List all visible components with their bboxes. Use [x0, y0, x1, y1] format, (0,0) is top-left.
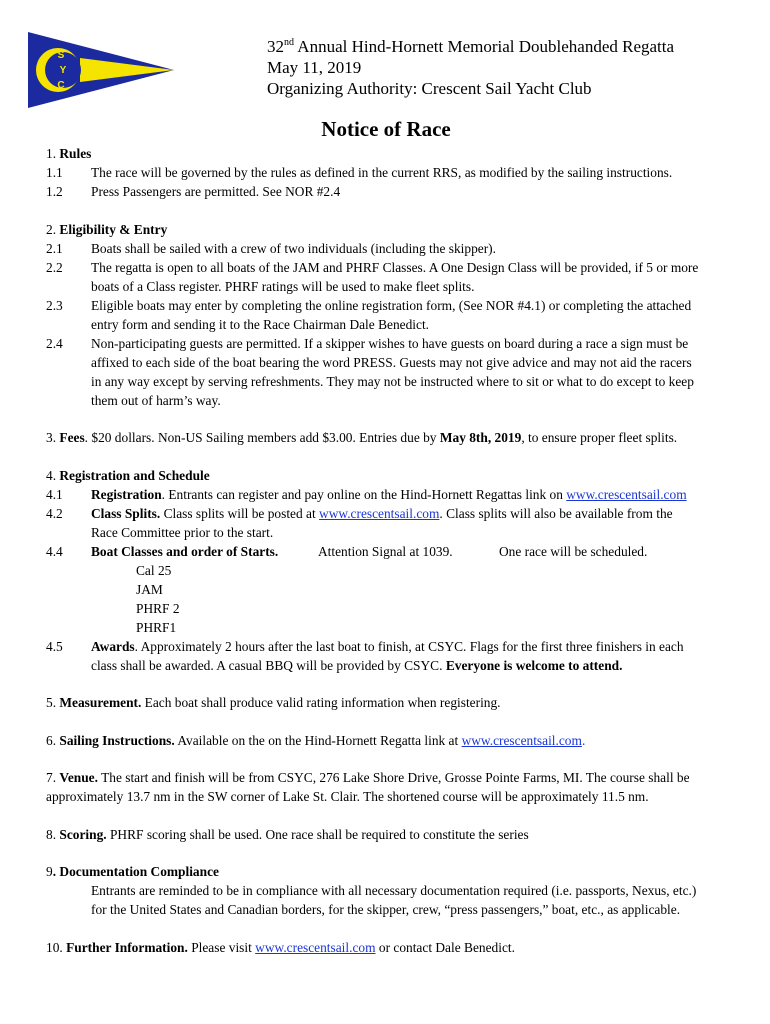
item-4-5: 4.5 Awards. Approximately 2 hours after the last boat to finish, at CSYC. Flags for the first three finishers in each class shall be awarded. A casual BBQ will be provided by CSYC. Everyone is welcome to attend. [46, 638, 684, 673]
logo-letter-s: S [57, 50, 65, 61]
class-phrf-2: PHRF 2 [136, 600, 180, 616]
club-burgee-logo [28, 32, 174, 108]
item-1-2: 1.2 Press Passengers are permitted. See NOR #2.4 [46, 184, 341, 199]
section-10-further-info: 10. Further Information. Please visit www.crescentsail.com or contact Dale Benedict. [46, 939, 515, 955]
item-2-4: 2.4 Non-participating guests are permitted. If a skipper wishes to have guests on board during a race a sign must be affixed to each side of the boat bearing the word PRESS. Guests may not give advice and may not aid the racers in any way except by serving refreshments. They may not be instructed where to sit or what to do except to keep them out of harm’s way. [46, 335, 694, 408]
regatta-date: May 11, 2019 [267, 58, 362, 77]
item-1-1: 1.1 The race will be governed by the rules as defined in the current RRS, as modified by the sailing instructions. [46, 165, 673, 180]
document-title: Notice of Race [321, 117, 451, 141]
crescentsail-link-4-2[interactable]: www.crescentsail.com [319, 505, 440, 521]
item-2-1: 2.1 Boats shall be sailed with a crew of two individuals (including the skipper). [46, 240, 496, 256]
class-jam: JAM [136, 581, 163, 597]
item-4-4: 4.4 Boat Classes and order of Starts. Attention Signal at 1039. One race will be scheduled. [46, 543, 648, 559]
section-1-heading: 1. Rules [46, 146, 92, 161]
document-header [267, 36, 674, 99]
crescentsail-link-6[interactable]: www.crescentsail.com [461, 732, 582, 748]
item-2-3: 2.3 Eligible boats may enter by completing the online registration form, (See NOR #4.1) or completing the attached entry form and sending it to the Race Chairman Dale Benedict. [46, 297, 692, 332]
item-4-1: 4.1 Registration. Entrants can register and pay online on the Hind-Hornett Regattas link on www.crescentsail.com [46, 486, 687, 502]
section-5-measurement: 5. Measurement. Each boat shall produce valid rating information when registering. [46, 695, 501, 710]
section-6-sailing-instructions: 6. Sailing Instructions. Available on the on the Hind-Hornett Regatta link at www.crescentsail.com. [46, 732, 586, 748]
section-7-venue-cont: approximately 13.7 nm in the SW corner of Lake St. Clair. The shortened course will be approximately 11.5 nm. [46, 789, 649, 804]
organizing-authority: Organizing Authority: Crescent Sail Yacht Club [267, 79, 592, 98]
section-3-fees: 3. Fees. $20 dollars. Non-US Sailing members add $3.00. Entries due by May 8th, 2019, to ensure proper fleet splits. [46, 430, 678, 445]
document-body [46, 144, 736, 957]
section-9-heading: 9. Documentation Compliance [46, 864, 219, 879]
section-4-heading: 4. Registration and Schedule [46, 467, 210, 483]
section-9-text-1: Entrants are reminded to be in compliance with all necessary documentation required (i.e. passports, Nexus, etc.) [91, 883, 697, 898]
section-8-scoring: 8. Scoring. PHRF scoring shall be used. One race shall be required to constitute the series [46, 826, 529, 842]
section-7-venue: 7. Venue. The start and finish will be from CSYC, 276 Lake Shore Drive, Grosse Pointe Farms, MI. The course shall be [46, 770, 690, 785]
logo-letter-c: C [57, 80, 65, 91]
section-2-heading: 2. Eligibility & Entry [46, 221, 168, 237]
section-9-text-2: for the United States and Canadian borders, for the skipper, crew, “press passengers,” boat, etc., as applicable. [91, 902, 681, 917]
item-4-2: 4.2 Class Splits. Class splits will be posted at www.crescentsail.com. Class splits will also be available from the Race Committee prior to the start. [46, 505, 673, 540]
class-phrf-1: PHRF1 [136, 619, 177, 635]
crescentsail-link-4-1[interactable]: www.crescentsail.com [566, 486, 687, 502]
crescentsail-link-10[interactable]: www.crescentsail.com [255, 939, 376, 955]
class-cal-25: Cal 25 [136, 562, 172, 578]
item-2-2: 2.2 The regatta is open to all boats of the JAM and PHRF Classes. A One Design Class will be provided, if 5 or more boats of a Class register. PHRF ratings will be used to make fleet splits. [46, 259, 699, 294]
logo-letter-y: Y [59, 65, 67, 76]
regatta-title: 32nd Annual Hind-Hornett Memorial Doublehanded Regatta [267, 37, 675, 56]
